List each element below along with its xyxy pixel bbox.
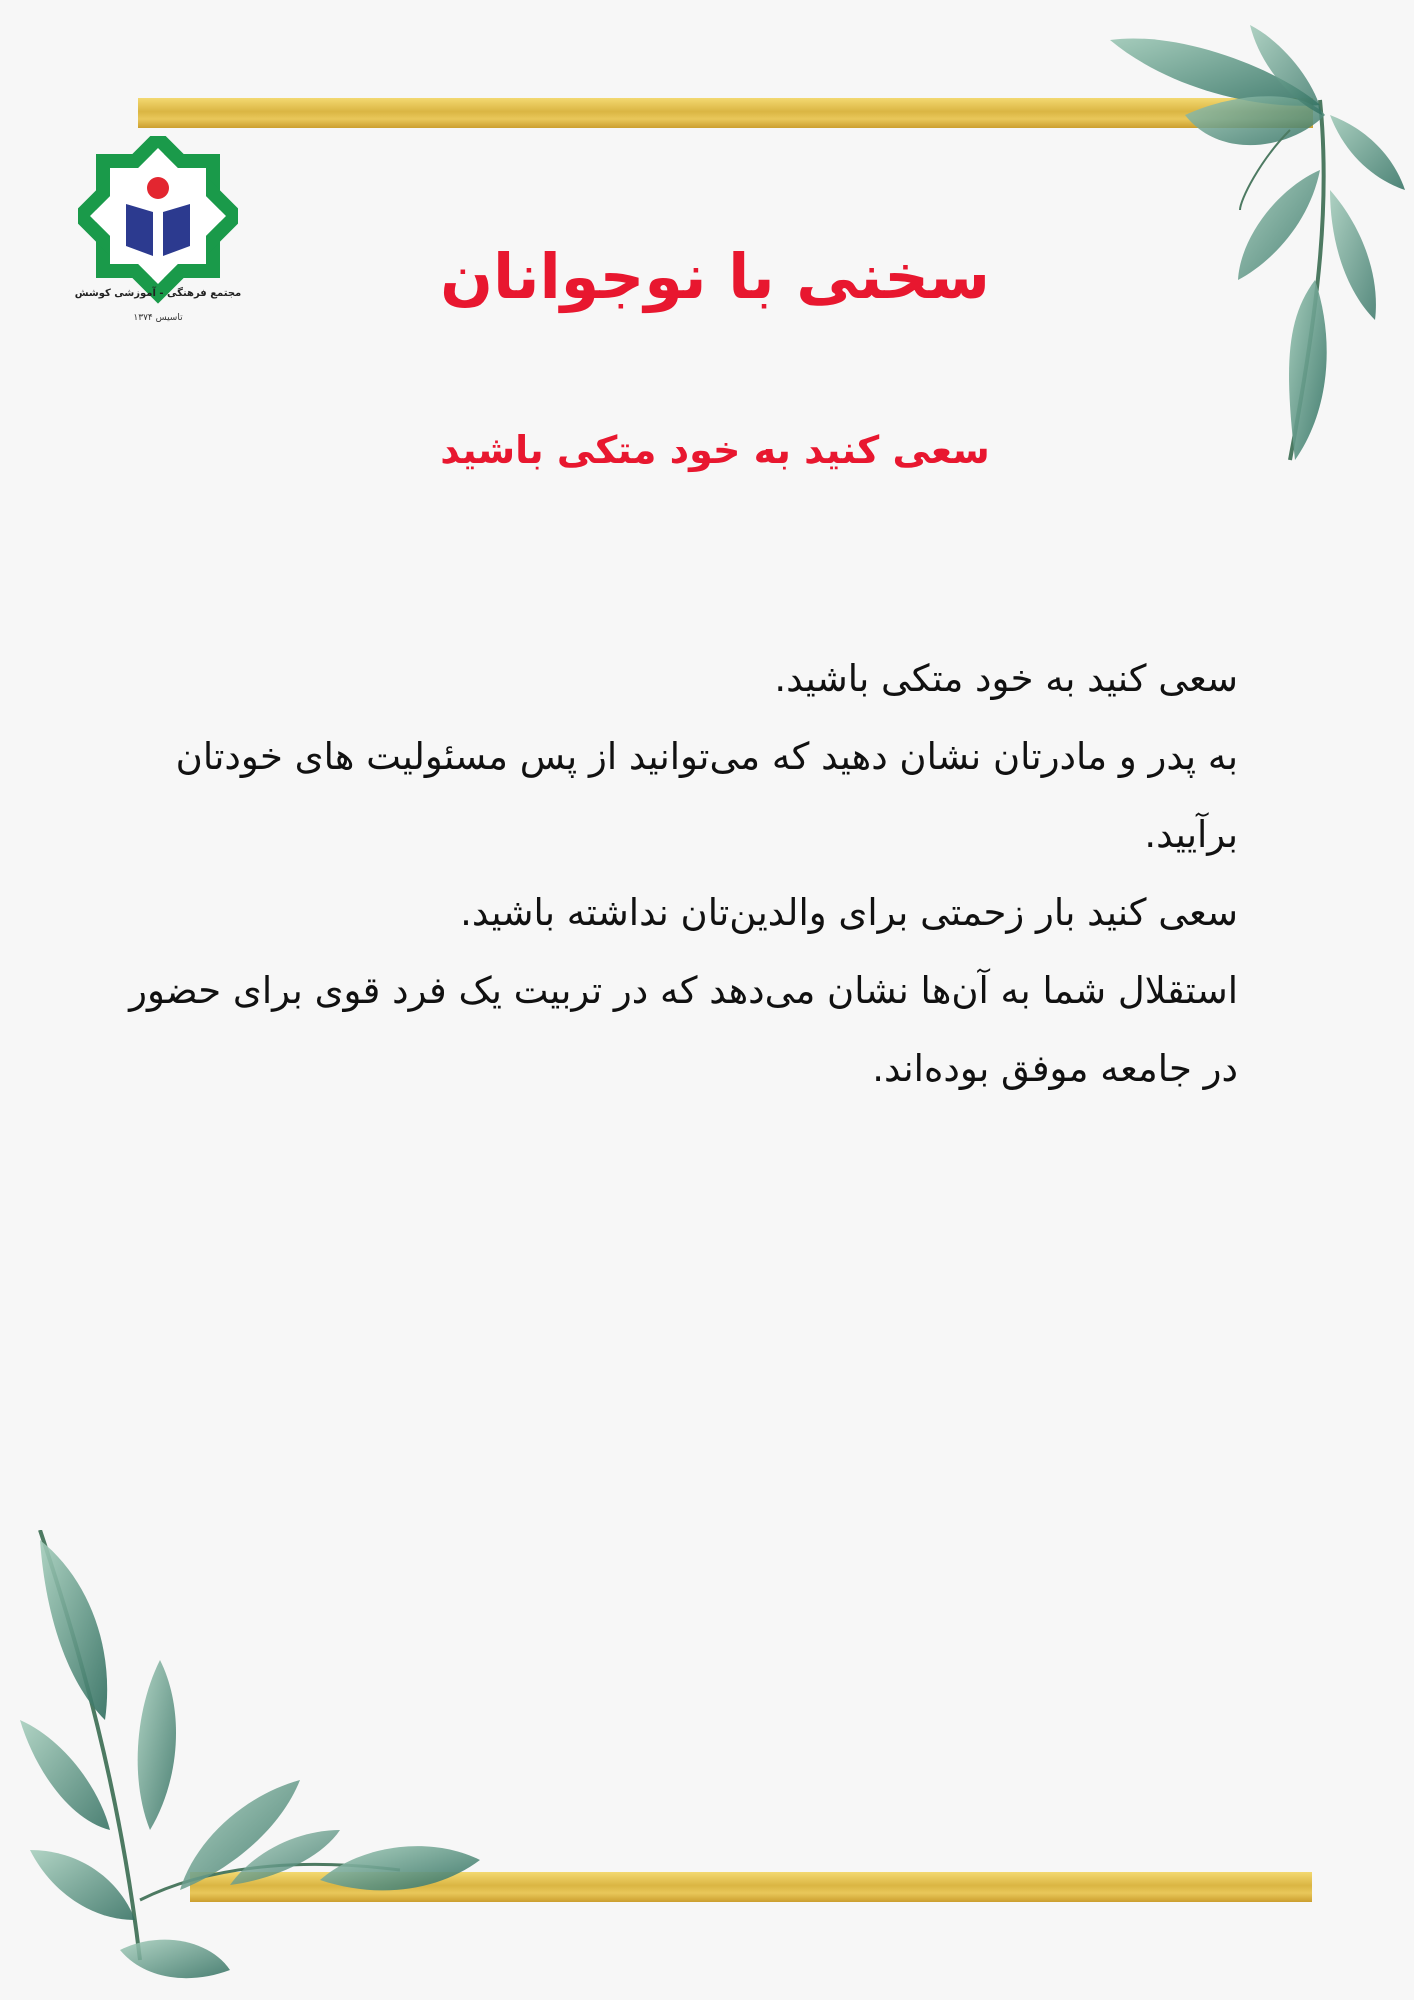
school-logo-icon [78,136,238,336]
body-line: استقلال شما به آن‌ها نشان می‌دهد که در تربیت یک فرد قوی برای حضور در جامعه موفق بوده‌اند. [129,969,1238,1090]
logo-since: تاسیس ۱۳۷۴ [133,313,183,323]
body-line: سعی کنید بار زحمتی برای والدین‌تان نداشته باشید. [460,891,1238,934]
body-line: به پدر و مادرتان نشان دهید که می‌توانید از پس مسئولیت های خودتان برآیید. [175,735,1238,856]
leaf-branch-bottom-left-icon [20,1530,490,2000]
body-text [100,640,1238,1108]
leaf-branch-top-right-icon [1090,20,1414,480]
logo-caption: مجتمع فرهنگی - آموزشی کوشش [74,288,242,299]
page-title: سخنی با نوجوانان [440,240,990,313]
page-subtitle: سعی کنید به خود متکی باشید [440,428,990,472]
body-line: سعی کنید به خود متکی باشید. [774,657,1238,700]
